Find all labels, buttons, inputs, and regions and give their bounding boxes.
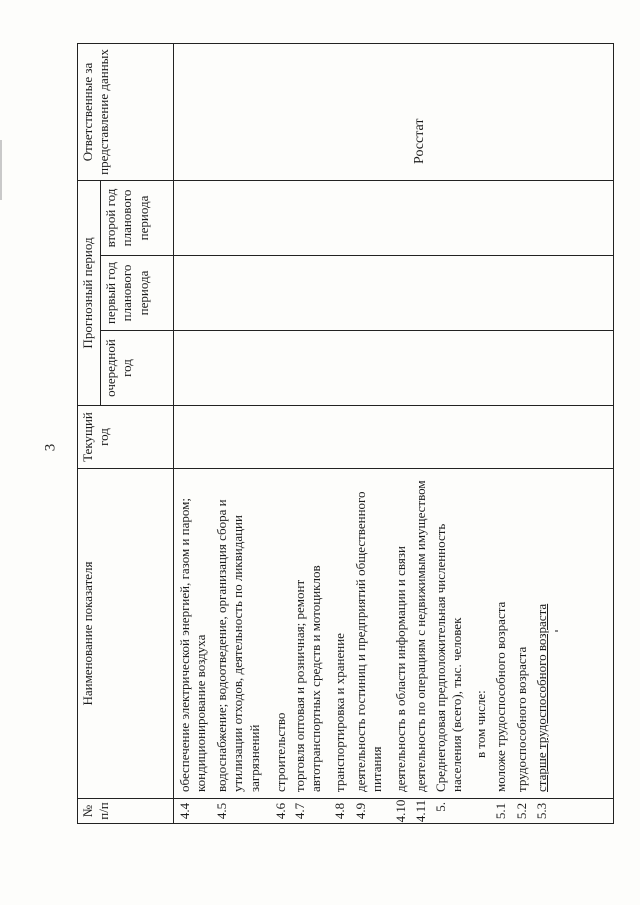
scan-binding-mark — [0, 140, 2, 200]
row-no: 4.11 — [413, 799, 428, 823]
row-name: деятельность по операциям с недвижимым имуществом — [413, 480, 428, 792]
responsible-rosstat: Росстат — [412, 118, 427, 164]
header-forecast-period: Прогнозный период — [78, 180, 101, 405]
row-name: старше трудоспособного возраста — [534, 603, 549, 792]
header-name: Наименование показателя — [78, 469, 174, 799]
row-name: деятельность в области информации и связи — [393, 546, 408, 792]
row-no — [473, 799, 493, 823]
header-no: № п/п — [78, 799, 174, 824]
row-name: водоснабжение; водоотведение, организация сбора и утилизации отходов, деятельность по ликвидации загрязнений — [214, 499, 262, 792]
row-no: 5.1 — [493, 802, 508, 820]
row-no: 4.4 — [177, 802, 192, 820]
row-name: моложе трудоспособного возраста — [493, 601, 508, 792]
name-column — [174, 469, 614, 799]
row-no: 4.8 — [332, 802, 347, 820]
current-year-cell — [174, 406, 614, 469]
row-no: 4.5 — [214, 802, 229, 820]
no-column — [174, 799, 614, 824]
row-no: 4.10 — [393, 799, 408, 823]
row-name: строительство — [273, 712, 288, 792]
row-no: 4.6 — [273, 802, 288, 820]
indicators-table — [77, 43, 614, 824]
row-name: транспортировка и хранение — [332, 633, 347, 792]
header-second-plan-year: второй год планового периода — [101, 180, 174, 255]
row-name: торговля оптовая и розничная; ремонт автотранспортных средств и мотоциклов — [292, 565, 324, 792]
row-subheading: в том числе: — [473, 690, 488, 758]
row-no: 5.2 — [514, 802, 529, 820]
page-number: 3 — [42, 443, 59, 452]
second-plan-year-cell — [174, 180, 614, 255]
row-no: 4.7 — [292, 802, 307, 820]
next-year-cell — [174, 331, 614, 406]
row-no: 4.9 — [353, 802, 368, 820]
row-name: трудоспособного возраста — [514, 646, 529, 792]
row-name: Среднегодовая предположительная численность населения (всего), тыс. человек — [433, 523, 465, 792]
row-name: обеспечение электрической энергией, газом и паром; кондиционирование воздуха — [177, 498, 209, 792]
responsible-cell — [174, 43, 614, 180]
table-rotation-wrapper — [77, 44, 614, 824]
header-next-year: очередной год — [101, 331, 174, 406]
rotated-table-sheet — [77, 44, 614, 824]
row-no: 5.3 — [534, 802, 549, 820]
row-name: деятельность гостиниц и предприятий общественного питания — [353, 491, 385, 792]
header-current-year: Текущий год — [78, 406, 174, 469]
header-first-plan-year: первый год планового периода — [101, 256, 174, 331]
row-no: 5. — [433, 802, 448, 812]
first-plan-year-cell — [174, 256, 614, 331]
header-responsible: Ответственные за представление данных — [78, 43, 174, 180]
